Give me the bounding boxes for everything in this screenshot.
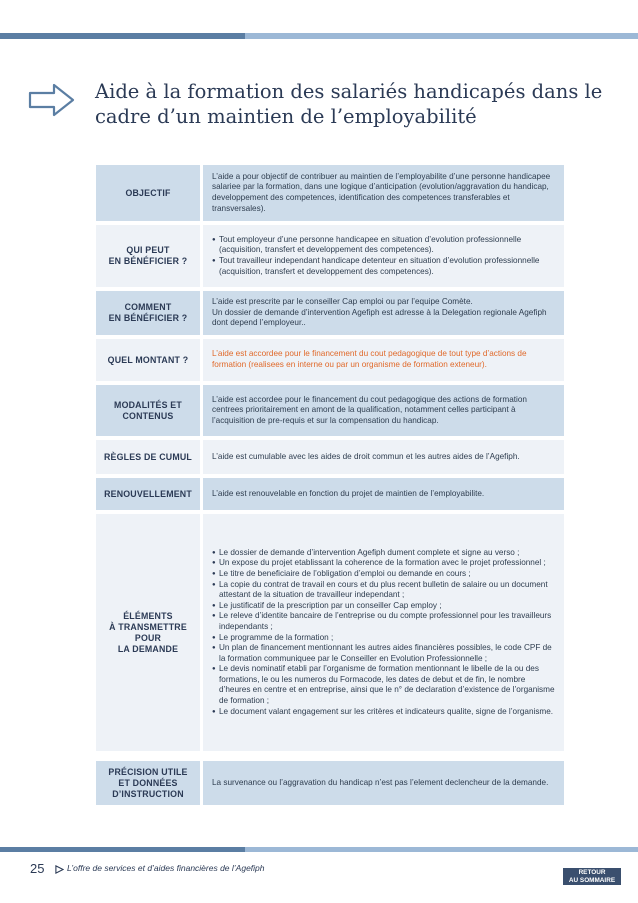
label-line: CONTENUS [122, 410, 174, 421]
list-item: ● La copie du contrat de travail en cours et du plus recent bulletin de salaire ou un document attestant de la situation de travailleur independant ; [212, 580, 556, 601]
label-line: EN BÉNÉFICIER ? [108, 256, 188, 266]
row-label-montant [96, 339, 200, 381]
cumul-text: L’aide est cumulable avec les aides de droit commun et les autres aides de l’Agefiph. [212, 451, 520, 461]
label-line: POUR [134, 632, 162, 643]
list-item: ● Un expose du projet etablissant la coherence de la formation avec le projet professionnel ; [212, 558, 556, 569]
list-item: ● Le justificatif de la prescription par un conseiller Cap employ ; [212, 601, 556, 612]
row-content-comment [203, 291, 564, 335]
modalites-text: L’aide est accordee pour le financement du cout pedagogique des actions de formation centrees prioritairement en amont de la qualification, notamment celles participant à l’acquisition de pre-requis et sur la compensation du handicap. [212, 394, 527, 425]
list-item: ● Tout travailleur independant handicape detenteur en situation d’evolution professionnelle (acquisition, transfert et developpement des competences). [212, 256, 556, 277]
label-line: MODALITÉS ET [114, 399, 182, 410]
row-label-qui-peut [96, 225, 200, 287]
row-montant [96, 339, 564, 381]
row-label-comment [96, 291, 200, 335]
renouvellement-text: L’aide est renouvelable en fonction du projet de maintien de l’employabilite. [212, 488, 485, 498]
triangle-right-icon [55, 865, 64, 874]
label-text: OBJECTIF [125, 187, 171, 198]
row-label-elements [96, 514, 200, 751]
label-line: D’INSTRUCTION [112, 788, 184, 799]
row-content-objectif [203, 165, 564, 221]
label-line: QUI PEUT [126, 245, 170, 255]
list-item: ● Le releve d’identite bancaire de l’entreprise ou du compte professionnel pour les travailleurs independants ; [212, 611, 556, 632]
row-precision [96, 761, 564, 805]
row-content-montant [203, 339, 564, 381]
row-content-qui-peut [203, 225, 564, 287]
label-text: RENOUVELLEMENT [104, 488, 192, 499]
row-renouvellement [96, 478, 564, 510]
page-title-line-2: cadre d’un maintien de l’employabilité [95, 105, 477, 128]
row-content-elements [203, 514, 564, 751]
row-comment [96, 291, 564, 335]
list-item: ● Un plan de financement mentionnant les autres aides financières possibles, le code CPF de la formation communiquee par le Conseiller en Evolution Professionnelle ; [212, 643, 556, 664]
bottom-accent-bar-dark [0, 847, 245, 852]
label-line: ÉLÉMENTS [123, 610, 173, 621]
montant-text: L’aide est accordee pour le financement du cout pedagogique de tout type d’actions de formation (realisees en interne ou par un organisme de formation exteneur). [212, 349, 527, 369]
list-item: ● Le devis nominatif etabli par l’organisme de formation mentionnant le libelle de la ou des formations, le ou les numeros du Formacode, les dates de debut et de fin, le nombre d’heures en centre et en entreprise, ainsi que le n° de declaration d’existence de l’organisme de formation ; [212, 664, 556, 706]
top-accent-bar-light [245, 33, 638, 39]
footer-text: L’offre de services et d’aides financières de l’Agefiph [67, 863, 265, 873]
comment-text-line: L’aide est prescrite par le conseiller Cap emploi ou par l’equipe Comète. [212, 297, 473, 307]
row-cumul [96, 440, 564, 474]
list-item: ● Le dossier de demande d’intervention Agefiph dument complete et signe au verso ; [212, 548, 556, 559]
list-item: ● Le document valant engagement sur les critères et indicateurs qualite, signe de l’organisme. [212, 707, 556, 718]
row-content-precision [203, 761, 564, 805]
list-item: ● Tout employeur d’une personne handicapee en situation d’evolution professionnelle (acquisition, transfert et developpement des competences). [212, 235, 556, 256]
row-objectif [96, 165, 564, 221]
row-elements [96, 514, 564, 751]
row-label-cumul [96, 440, 200, 474]
page-title-line-1: Aide à la formation des salariés handicapés dans le [95, 80, 603, 103]
objectif-text: L’aide a pour objectif de contribuer au maintien de l’employabilite d’une personne handicapee salariee par la formation, dans une logique d’anticipation (evolution/aggravation du handicap, developpement des competences, identification des competences transferables et transversales). [212, 171, 551, 213]
row-label-objectif [96, 165, 200, 221]
precision-text: La survenance ou l’aggravation du handicap n’est pas l’element declencheur de la demande. [212, 777, 549, 787]
top-accent-bar-dark [0, 33, 245, 39]
arrow-right-icon [28, 82, 76, 118]
label-line: ET DONNÉES [118, 777, 178, 788]
bottom-accent-bar-light [245, 847, 638, 852]
row-modalites [96, 385, 564, 436]
row-label-renouvellement [96, 478, 200, 510]
row-content-cumul [203, 440, 564, 474]
row-qui-peut [96, 225, 564, 287]
label-text: QUEL MONTANT ? [107, 354, 189, 365]
retour-line: AU SOMMAIRE [568, 876, 616, 884]
row-content-renouvellement [203, 478, 564, 510]
label-line: À TRANSMETTRE [109, 621, 187, 632]
label-text: RÈGLES DE CUMUL [103, 451, 193, 462]
bullet-list [212, 235, 556, 277]
list-item: ● Le titre de beneficiaire de l’obligation d’emploi ou demande en cours ; [212, 569, 556, 580]
list-item: ● Le programme de la formation ; [212, 633, 556, 644]
page-title [95, 79, 615, 129]
label-line: PRÉCISION UTILE [108, 766, 188, 777]
row-content-modalites [203, 385, 564, 436]
page-number: 25 [30, 861, 45, 876]
label-line: EN BÉNÉFICIER ? [108, 313, 188, 323]
label-line: COMMENT [124, 302, 172, 312]
retour-line: RETOUR [578, 868, 606, 876]
row-label-precision [96, 761, 200, 805]
back-to-summary-button[interactable] [563, 868, 621, 885]
bullet-list [212, 548, 556, 718]
comment-text-line: Un dossier de demande d’intervention Agefiph est adresse à la Delegation regionale Agefiph dont depend l’employeur.. [212, 307, 547, 328]
label-line: LA DEMANDE [117, 643, 179, 654]
row-label-modalites [96, 385, 200, 436]
